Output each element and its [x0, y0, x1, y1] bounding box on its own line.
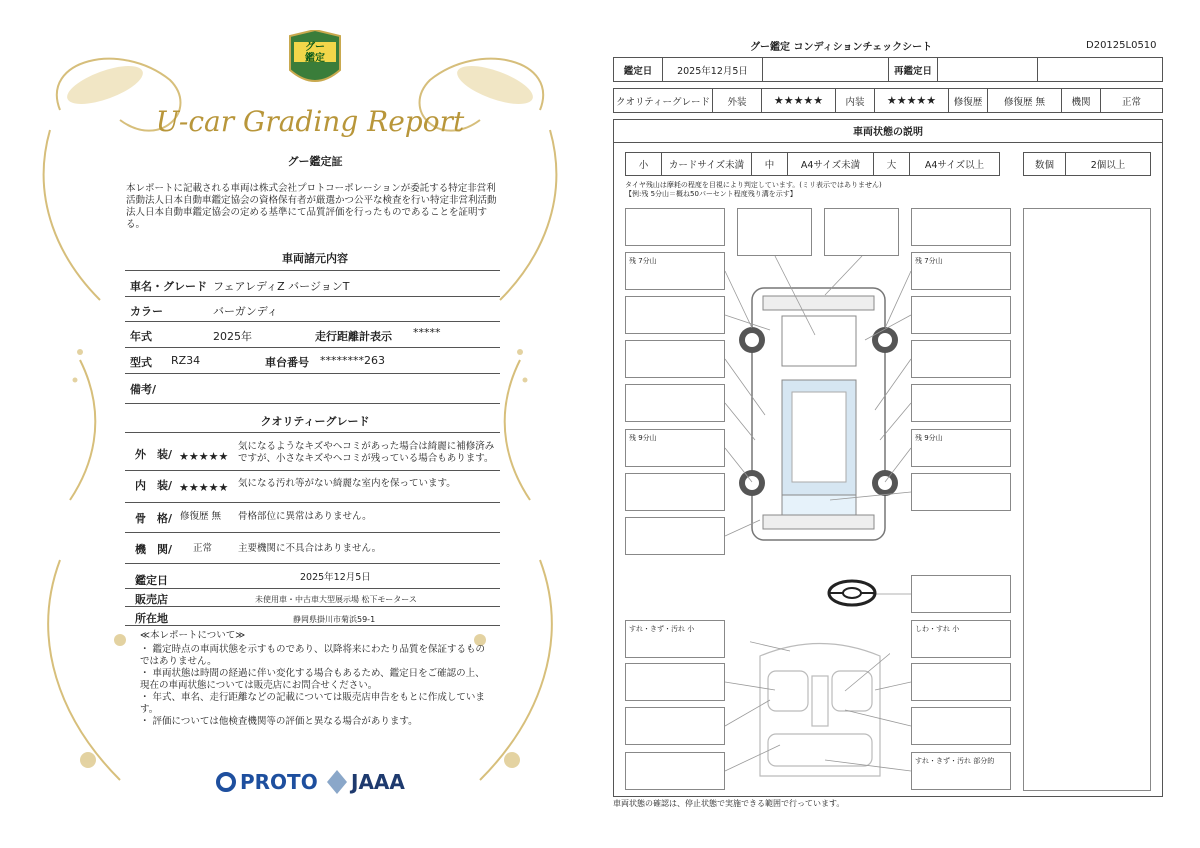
- divider: [125, 321, 500, 322]
- car-name-value: フェアレディZ バージョンT: [213, 280, 350, 293]
- appraisal-date-label: 鑑定日: [135, 574, 168, 587]
- repair-history-label: 修復歴: [948, 88, 988, 113]
- interior-label: 内装: [835, 88, 875, 113]
- divider: [125, 532, 500, 533]
- certificate-title: グー鑑定証: [287, 155, 343, 168]
- exterior-text: 気になるようなキズやヘコミがあった場合は綺麗に補修済みですが、小さなキズやヘコミが残っている場合もあります。: [238, 441, 495, 464]
- chassis-value: ********263: [320, 354, 385, 367]
- tire-front-left-box: 残 7分山: [625, 252, 725, 290]
- size-small-label: 小: [625, 152, 662, 176]
- year-label: 年式: [130, 330, 152, 343]
- interior-label: 内 装/: [135, 479, 173, 492]
- exterior-label: 外 装/: [135, 448, 173, 461]
- exterior-label: 外装: [712, 88, 762, 113]
- engine-text: 主要機関に不具合はありません。: [238, 543, 382, 554]
- interior-text: 気になる汚れ等がない綺麗な室内を保っています。: [238, 478, 456, 489]
- notes-title: ≪本レポートについて≫: [140, 630, 246, 641]
- spec-heading: 車両諸元内容: [282, 252, 348, 265]
- model-label: 型式: [130, 356, 152, 369]
- year-value: 2025年: [213, 330, 252, 343]
- proto-logo-icon: [216, 771, 236, 793]
- divider: [125, 270, 500, 271]
- shop-value: 未使用車・中古車大型展示場 松下モータース: [255, 595, 417, 604]
- divider: [125, 502, 500, 503]
- tire-example-note: 【例:残 5分山＝概ね50パーセント程度残り溝を示す】: [625, 190, 797, 198]
- appraisal-date-value: 2025年12月5日: [300, 572, 371, 583]
- count-value: 2個以上: [1065, 152, 1151, 176]
- report-title: U-car Grading Report: [155, 105, 465, 138]
- size-mid-desc: A4サイズ未満: [787, 152, 874, 176]
- tire-rear-right-box: 残 9分山: [911, 429, 1011, 467]
- divider: [125, 296, 500, 297]
- quality-grade-label: クオリティーグレード: [613, 88, 713, 113]
- sheet-title: グー鑑定 コンディションチェックシート: [750, 42, 933, 53]
- condition-check-sheet: [600, 0, 1200, 848]
- jaaa-logo-icon: [327, 770, 347, 794]
- tire-front-right-box: 残 7分山: [911, 252, 1011, 290]
- badge-text: グー 鑑定: [305, 42, 325, 64]
- frame-label: 骨 格/: [135, 512, 173, 525]
- notes-list: [140, 644, 492, 728]
- note-item: ・ 評価については他検査機関等の評価と異なる場合があります。: [140, 716, 418, 727]
- divider: [125, 347, 500, 348]
- exterior-stars: ★★★★★: [179, 450, 229, 463]
- appraisal-date-label: 鑑定日: [613, 57, 663, 82]
- exterior-stars: ★★★★★: [761, 88, 836, 113]
- color-value: バーガンディ: [213, 305, 278, 318]
- note-item: ・ 鑑定時点の車両状態を示すものであり、以降将来にわたり品質を保証するものではありません。: [140, 644, 486, 667]
- count-label: 数個: [1023, 152, 1066, 176]
- divider: [125, 588, 500, 589]
- shop-label: 販売店: [135, 593, 168, 606]
- note-item: ・ 車両状態は時間の経過に伴い変化する場合もあるため、鑑定日をご確認の上、現在の車両状態については販売店にお問合せください。: [140, 668, 485, 691]
- certificate-body: 本レポートに記載される車両は株式会社プロトコーポレーションが委託する特定非営利活動法人日本自動車鑑定協会の資格保有者が厳選かつ公平な検査を行い特定非営利活動法人日本自動車鑑定協会の定める基準にて品質評価を行ったものであることを証明する。: [126, 183, 497, 230]
- mileage-label: 走行距離計表示: [315, 330, 392, 343]
- interior-note-left: すれ・きず・汚れ 小: [625, 620, 725, 658]
- interior-leader-lines: [600, 0, 1200, 848]
- frame-text: 骨格部位に異常はありません。: [238, 511, 372, 522]
- size-large-desc: A4サイズ以上: [909, 152, 1000, 176]
- interior-note-right: しわ・すれ 小: [911, 620, 1011, 658]
- size-mid-label: 中: [751, 152, 788, 176]
- appraisal-date-value: 2025年12月5日: [662, 57, 763, 82]
- car-name-label: 車名・グレード: [130, 280, 207, 293]
- proto-logo: [216, 770, 318, 794]
- divider: [125, 625, 500, 626]
- interior-note-bottom: すれ・きず・汚れ 部分的: [911, 752, 1011, 790]
- footer-note: 車両状態の確認は、停止状態で実施できる範囲で行っています。: [613, 799, 845, 808]
- goo-appraisal-badge: [286, 30, 344, 92]
- divider: [125, 403, 500, 404]
- interior-stars: ★★★★★: [179, 481, 229, 494]
- divider: [125, 432, 500, 433]
- location-label: 所在地: [135, 612, 168, 625]
- size-small-desc: カードサイズ未満: [661, 152, 752, 176]
- engine-value: 正常: [193, 543, 213, 554]
- proto-logo-text: PROTO: [240, 770, 318, 794]
- divider: [125, 373, 500, 374]
- tire-note: タイヤ残山は摩耗の程度を目視により判定しています。(ミリ表示ではありません): [625, 181, 882, 189]
- document-id: D20125L0510: [1086, 40, 1157, 51]
- jaaa-logo-text: JAAA: [351, 770, 405, 794]
- note-item: ・ 年式、車名、走行距離などの記載については販売店申告をもとに作成しています。: [140, 692, 485, 715]
- divider: [125, 563, 500, 564]
- engine-label: 機関: [1061, 88, 1101, 113]
- size-large-label: 大: [873, 152, 910, 176]
- re-appraisal-date-label: 再鑑定日: [888, 57, 938, 82]
- jaaa-logo: [327, 770, 405, 794]
- section-title: 車両状態の説明: [613, 119, 1163, 143]
- color-label: カラー: [130, 305, 163, 318]
- engine-value: 正常: [1100, 88, 1163, 113]
- chassis-label: 車台番号: [265, 356, 309, 369]
- mileage-value: *****: [413, 326, 441, 339]
- remarks-label: 備考/: [130, 383, 157, 396]
- engine-label: 機 関/: [135, 543, 173, 556]
- tire-rear-left-box: 残 9分山: [625, 429, 725, 467]
- repair-history-value: 修復歴 無: [987, 88, 1062, 113]
- divider: [125, 606, 500, 607]
- frame-value: 修復歴 無: [180, 511, 222, 522]
- model-value: RZ34: [171, 354, 201, 367]
- divider: [125, 470, 500, 471]
- location-value: 静岡県掛川市菊浜59-1: [293, 615, 376, 624]
- interior-stars: ★★★★★: [874, 88, 949, 113]
- quality-heading: クオリティーグレード: [260, 415, 370, 428]
